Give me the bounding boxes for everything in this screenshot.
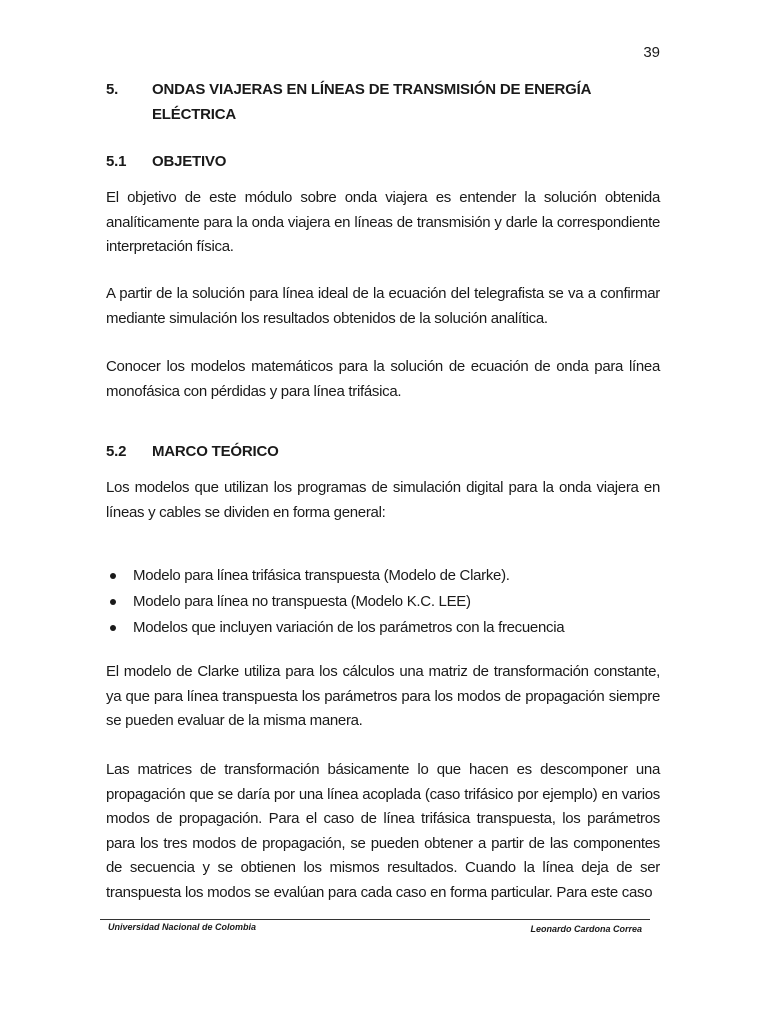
objective-paragraph-1: El objetivo de este módulo sobre onda viajera es entender la solución obtenida analíticamente para la onda viajera en líneas de transmisión y darle la correspondiente interpretación física. (106, 189, 660, 255)
footer-author: Leonardo Cardona Correa (530, 924, 642, 934)
list-item (106, 563, 666, 589)
list-item-text: Modelo para línea trifásica transpuesta (Modelo de Clarke). (133, 567, 510, 584)
list-item (106, 615, 666, 641)
objective-number: 5.1 (106, 153, 127, 170)
list-item-text: Modelos que incluyen variación de los parámetros con la frecuencia (133, 619, 565, 636)
list-item-text: Modelo para línea no transpuesta (Modelo K.C. LEE) (133, 593, 471, 610)
section-title: ONDAS VIAJERAS EN LÍNEAS DE TRANSMISIÓN DE ENERGÍA ELÉCTRICA (152, 81, 591, 123)
objective-paragraph-3: Conocer los modelos matemáticos para la solución de ecuación de onda para línea monofásica con pérdidas y para línea trifásica. (106, 358, 660, 400)
section-number: 5. (106, 81, 119, 98)
page-number: 39 (643, 44, 660, 61)
framework-title: MARCO TEÓRICO (152, 443, 279, 460)
list-item (106, 589, 666, 615)
bullet-icon (110, 573, 116, 579)
bullet-icon (110, 599, 116, 605)
framework-number: 5.2 (106, 443, 127, 460)
framework-paragraph-2: Las matrices de transformación básicamente lo que hacen es descomponer una propagación que se daría por una línea acoplada (caso trifásico por ejemplo) en varios modos de propagación. Para el caso de línea trifásica transpuesta, los parámetros para los tres modos de propagación, se pueden obtener a partir de las componentes de secuencia y se obtienen los mismos resultados. Cuando la línea deja de ser transpuesta los modos se evalúan para cada caso en forma particular. Para este caso (106, 761, 660, 901)
objective-title: OBJETIVO (152, 153, 227, 170)
framework-intro: Los modelos que utilizan los programas de simulación digital para la onda viajera en líneas y cables se dividen en forma general: (106, 479, 660, 521)
framework-paragraph-1: El modelo de Clarke utiliza para los cálculos una matriz de transformación constante, ya que para línea transpuesta los parámetros para los modos de propagación siempre se pueden evaluar de la misma manera. (106, 663, 660, 729)
objective-paragraph-2: A partir de la solución para línea ideal de la ecuación del telegrafista se va a confirmar mediante simulación los resultados obtenidos de la solución analítica. (106, 285, 660, 327)
footer-divider (100, 919, 650, 920)
footer-university: Universidad Nacional de Colombia (108, 922, 257, 932)
model-list (106, 563, 666, 641)
bullet-icon (110, 625, 116, 631)
